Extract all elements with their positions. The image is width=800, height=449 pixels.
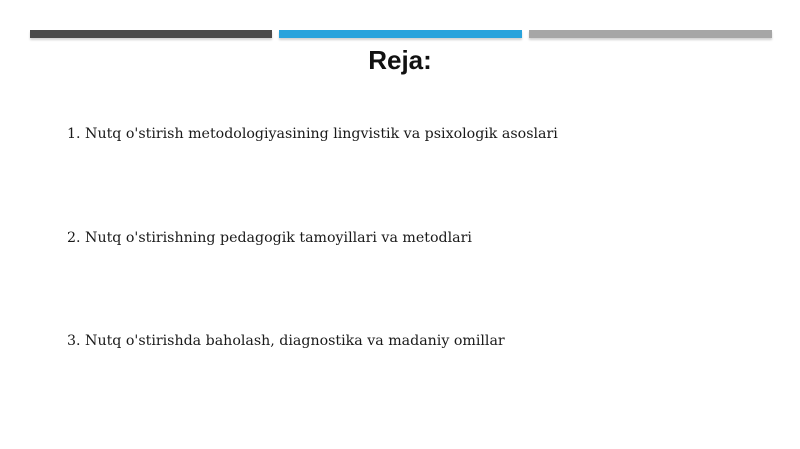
accent-bar-dark [30,30,272,38]
accent-bar-gray [529,30,772,38]
accent-bar-blue [279,30,522,38]
plan-item-2: 2. Nutq o'stirishning pedagogik tamoyillari va metodlari [67,230,472,246]
header-accent-bars [30,30,772,38]
slide-title: Reja: [368,45,432,75]
plan-item-3: 3. Nutq o'stirishda baholash, diagnostika va madaniy omillar [67,333,505,349]
plan-item-1: 1. Nutq o'stirish metodologiyasining lingvistik va psixologik asoslari [67,126,558,142]
